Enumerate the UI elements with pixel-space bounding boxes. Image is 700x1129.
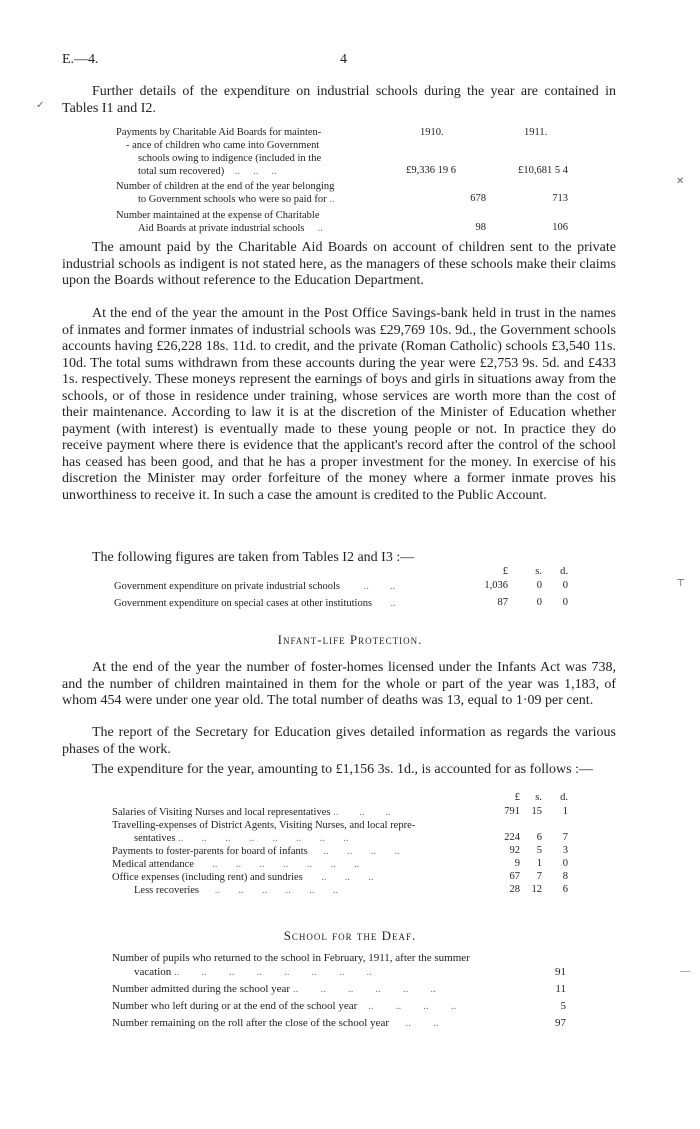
table-row-label: Salaries of Visiting Nurses and local representatives .. .. .. — [112, 807, 391, 818]
table-row-label: Number of children at the end of the year belonging — [116, 181, 335, 192]
table-row-label: Government expenditure on private industrial schools .. .. — [114, 581, 396, 592]
amount-shillings: 0 — [536, 597, 542, 608]
table-row-label: vacation .. .. .. .. .. .. .. .. — [134, 966, 373, 978]
amount-pounds: 791 — [504, 806, 520, 817]
value-1910: 678 — [470, 193, 486, 204]
amount-pence: 0 — [562, 597, 568, 608]
value-1911: 106 — [552, 222, 568, 233]
value-1910: 98 — [475, 222, 486, 233]
amount-pounds: 9 — [514, 858, 520, 869]
value-1911: 713 — [552, 193, 568, 204]
paragraph-charitable-aid: The amount paid by the Charitable Aid Boards on account of children sent to the private industrial schools as indigent is not stated here, as the managers of these schools make their claims upon the Boards without reference to the Education Department. — [62, 240, 616, 288]
table-row-label: Number of pupils who returned to the school in February, 1911, after the summer — [112, 952, 470, 964]
paragraph-tables-intro: The following figures are taken from Tables I2 and I3 :— — [92, 550, 415, 565]
heading-infant-life-protection: Infant-life Protection. — [277, 632, 423, 647]
amount-pence: 6 — [562, 884, 568, 895]
paragraph-expenditure-intro: The expenditure for the year, amounting to £1,156 3s. 1d., is accounted for as follows :— — [92, 762, 593, 777]
col-header-1911: 1911. — [524, 127, 548, 138]
col-header-pounds: £ — [502, 566, 508, 577]
amount-shillings: 5 — [536, 845, 542, 856]
value-1910: £9,336 19 6 — [406, 165, 456, 176]
table-row-label: to Government schools who were so paid for .. — [138, 194, 335, 205]
table-row-label: Number admitted during the school year .. .. .. .. .. .. — [112, 983, 436, 995]
amount-shillings: 1 — [536, 858, 542, 869]
heading-school-for-the-deaf: School for the Deaf. — [283, 928, 417, 943]
amount-pounds: 67 — [509, 871, 520, 882]
amount-shillings: 15 — [531, 806, 542, 817]
count-value: 97 — [555, 1017, 566, 1029]
scan-mark: ✕ — [676, 176, 685, 187]
table-row-label: Number remaining on the roll after the close of the school year .. .. — [112, 1017, 439, 1029]
table-row-label: Number who left during or at the end of the school year .. .. .. .. — [112, 1000, 457, 1012]
value-1911: £10,681 5 4 — [518, 165, 568, 176]
count-value: 91 — [555, 966, 566, 978]
table-row-label: Government expenditure on special cases at other institutions .. — [114, 598, 396, 609]
paragraph-secretary-report: The report of the Secretary for Education gives detailed information as regards the various phases of the work. — [62, 725, 616, 757]
page-number: 4 — [340, 52, 347, 67]
col-header-shillings: s. — [535, 792, 542, 803]
amount-pence: 0 — [562, 858, 568, 869]
col-header-1910: 1910. — [420, 127, 444, 138]
paragraph-savings-bank: At the end of the year the amount in the Post Office Savings-bank held in trust in the names of inmates and former inmates of industrial schools was £29,769 10s. 9d., the Government schools accounts having £26,228 18s. 11d. to credit, and the private (Roman Catholic) schools £3,540 11s. 10d. The total sums withdrawn from these accounts during the year were £2,753 9s. 5d. and £433 1s. respectively. These moneys represent the earnings of boys and girls in situations away from the schools, or of those in residence under training, whose services are worth more than the cost of their maintenance. According to law it is at the discretion of the Minister of Education whether payment (with interest) is eventually made to these young people or not. In practice they do receive payment where there is evidence that the applicant's record after the control of the school has ceased has been good, and that he has a proper investment for the money. In exercise of his discretion the Minister may order forfeiture of the money where a former inmate proves his unworthiness to receive it. In such a case the amount is credited to the Public Account. — [62, 306, 616, 503]
table-row-label: sentatives .. .. .. .. .. .. .. .. — [134, 833, 349, 844]
table-row-label: Payments by Charitable Aid Boards for mainten- — [116, 127, 322, 138]
amount-pounds: 87 — [497, 597, 508, 608]
amount-shillings: 0 — [536, 580, 542, 591]
paragraph-foster-homes: At the end of the year the number of foster-homes licensed under the Infants Act was 738, and the number of children maintained in them for the whole or part of the year was 1,183, of whom 454 were under one year old. The total number of deaths was 13, equal to 1·09 per cent. — [62, 660, 616, 708]
scan-mark: — — [680, 966, 690, 977]
amount-pounds: 224 — [504, 832, 520, 843]
table-row-label: Payments to foster-parents for board of infants .. .. .. .. — [112, 846, 400, 857]
table-row-label: Travelling-expenses of District Agents, Visiting Nurses, and local repre- — [112, 820, 416, 831]
table-row-label: Number maintained at the expense of Charitable — [116, 210, 320, 221]
scan-mark: ✓ — [36, 100, 45, 111]
table-row-label: Less recoveries .. .. .. .. .. .. — [134, 885, 339, 896]
intro-paragraph: Further details of the expenditure on industrial schools during the year are contained in Tables I1 and I2. — [62, 84, 616, 116]
table-row-label: schools owing to indigence (included in the — [138, 153, 322, 164]
count-value: 11 — [555, 983, 566, 995]
col-header-pounds: £ — [514, 792, 520, 803]
count-value: 5 — [560, 1000, 566, 1012]
document-code: E.—4. — [62, 52, 99, 67]
table-row-label: - ance of children who came into Government — [126, 140, 320, 151]
amount-shillings: 12 — [531, 884, 542, 895]
scan-mark: ⊤ — [676, 578, 686, 589]
amount-pounds: 92 — [509, 845, 520, 856]
col-header-shillings: s. — [535, 566, 542, 577]
amount-shillings: 6 — [536, 832, 542, 843]
table-row-label: Aid Boards at private industrial schools .. — [138, 223, 323, 234]
amount-pence: 8 — [562, 871, 568, 882]
table-row-label: Office expenses (including rent) and sundries .. .. .. — [112, 872, 374, 883]
table-row-label: total sum recovered) .. .. .. — [138, 166, 277, 177]
amount-pence: 0 — [562, 580, 568, 591]
amount-shillings: 7 — [536, 871, 542, 882]
amount-pounds: 28 — [509, 884, 520, 895]
amount-pence: 1 — [562, 806, 568, 817]
table-row-label: Medical attendance .. .. .. .. .. .. .. — [112, 859, 360, 870]
col-header-pence: d. — [560, 566, 568, 577]
col-header-pence: d. — [560, 792, 568, 803]
amount-pence: 3 — [562, 845, 568, 856]
amount-pence: 7 — [562, 832, 568, 843]
amount-pounds: 1,036 — [484, 580, 508, 591]
